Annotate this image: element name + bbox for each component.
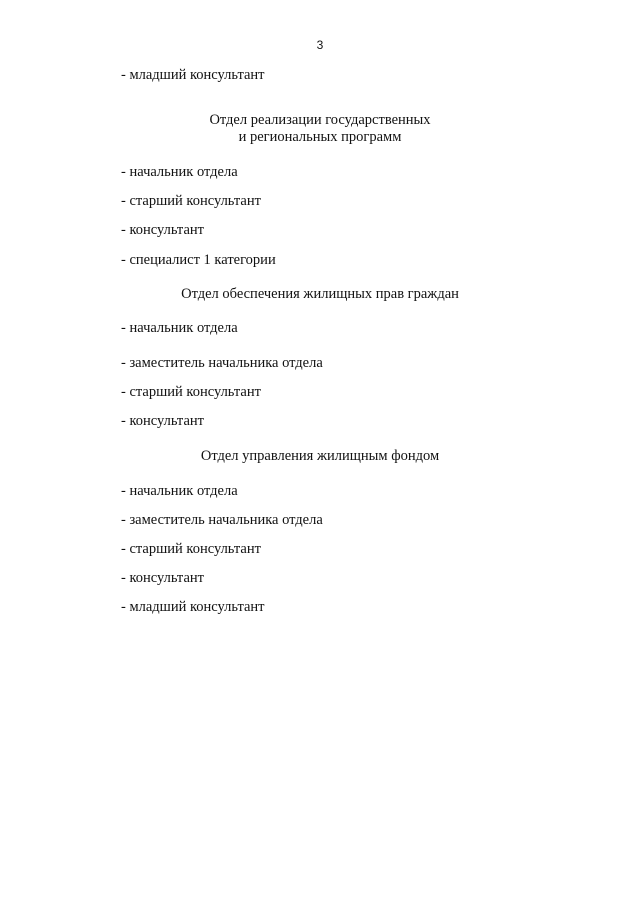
section-3-item: - заместитель начальника отдела: [121, 512, 323, 528]
section-1-heading-line-1: Отдел реализации государственных: [209, 112, 431, 128]
section-2-item: - заместитель начальника отдела: [121, 355, 323, 371]
intro-item: - младший консультант: [121, 67, 265, 83]
section-3-heading: Отдел управления жилищным фондом: [200, 448, 440, 464]
section-3-item: - младший консультант: [121, 599, 265, 615]
page-number: 3: [316, 38, 324, 52]
section-3-item: - начальник отдела: [121, 483, 238, 499]
section-1-item: - старший консультант: [121, 193, 261, 209]
section-2-heading: Отдел обеспечения жилищных прав граждан: [181, 286, 459, 302]
section-1-item: - специалист 1 категории: [121, 252, 276, 268]
section-1-item: - начальник отдела: [121, 164, 238, 180]
section-1-heading-line-2: и региональных программ: [238, 129, 402, 145]
section-2-item: - старший консультант: [121, 384, 261, 400]
section-1-item: - консультант: [121, 222, 204, 238]
section-3-item: - старший консультант: [121, 541, 261, 557]
section-2-item: - начальник отдела: [121, 320, 238, 336]
section-2-item: - консультант: [121, 413, 204, 429]
section-3-item: - консультант: [121, 570, 204, 586]
